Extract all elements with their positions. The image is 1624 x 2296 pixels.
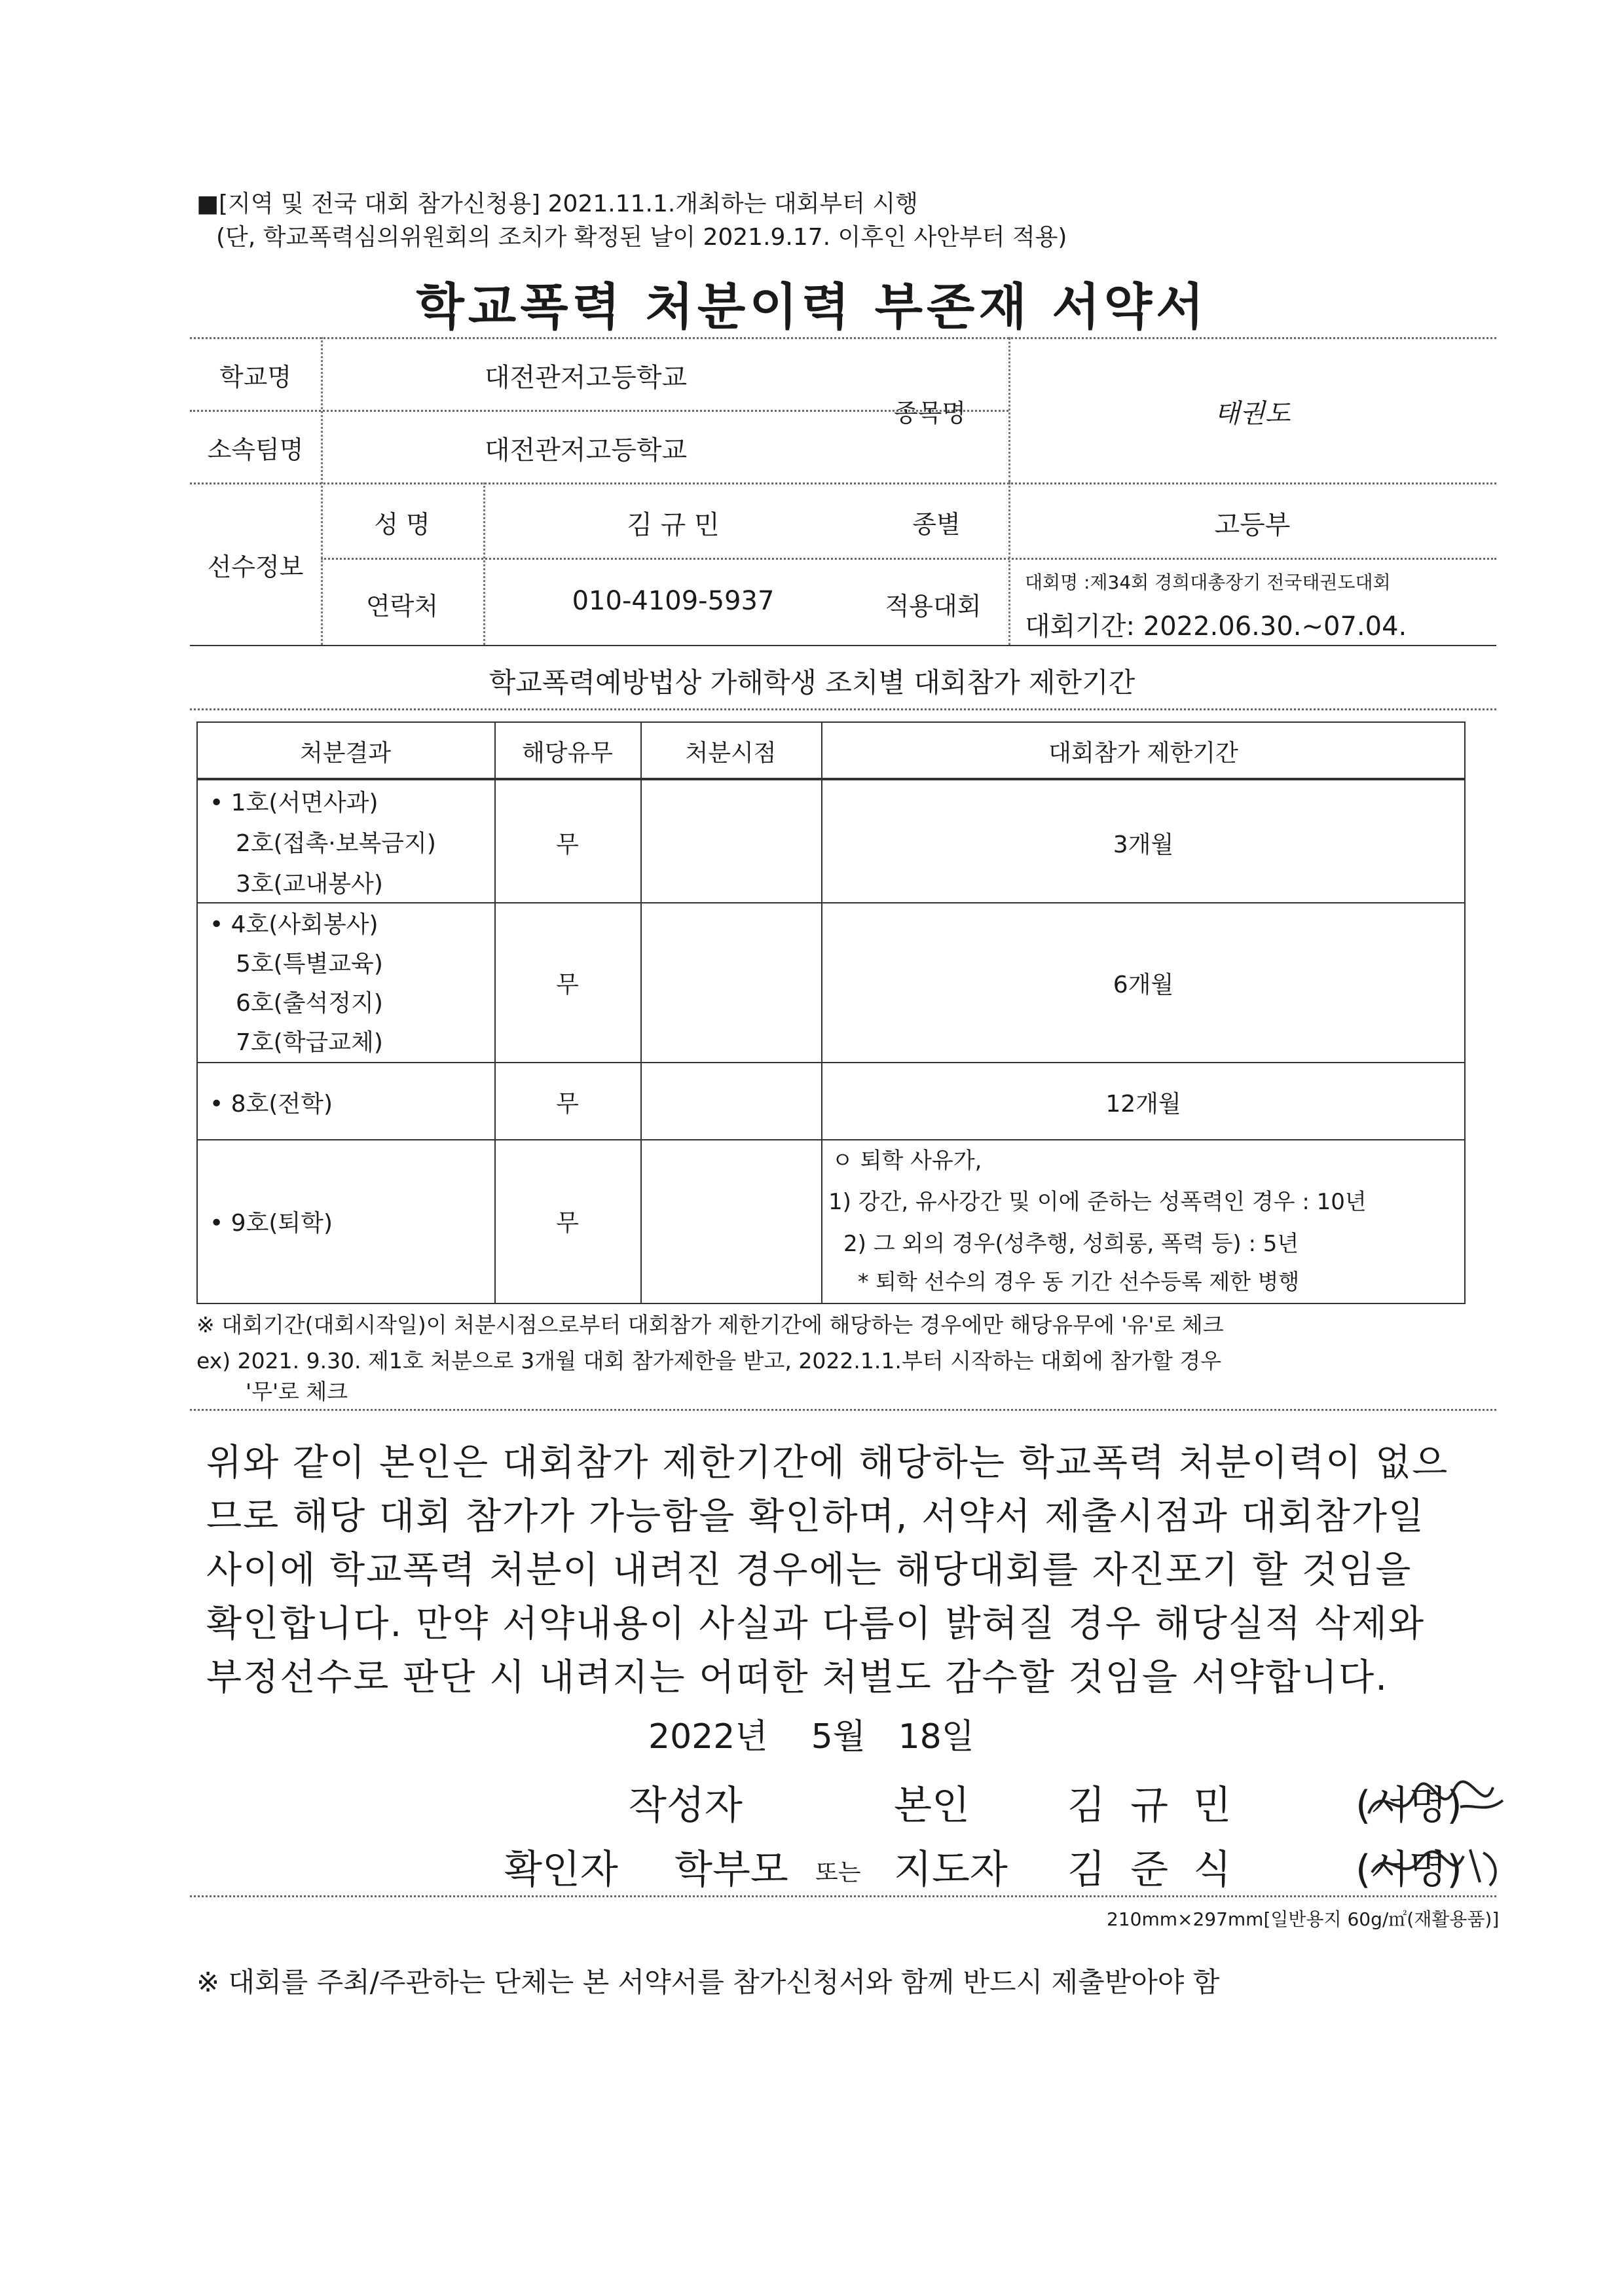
pledge-line-4: 확인합니다. 만약 서약내용이 사실과 다름이 밝혀질 경우 해당실적 삭제와: [206, 1603, 1426, 1645]
col-header-applicable: 해당유무: [521, 740, 614, 767]
competition-period: 대회기간: 2022.06.30.~07.04.: [1025, 611, 1407, 642]
confirm-role-parent: 학부모: [674, 1847, 788, 1893]
division-value: 고등부: [1214, 510, 1291, 540]
name-label: 성 명: [374, 510, 430, 539]
team-label: 소속팀명: [207, 435, 304, 464]
confirm-name: 김 준 식: [1067, 1847, 1232, 1893]
confirm-sign-label: (서명): [1356, 1847, 1462, 1893]
info-divider-2: [190, 483, 1496, 484]
footnote-1: ※ 대회기간(대회시작일)이 처분시점으로부터 대회참가 제한기간에 해당하는 경우에만 해당유무에 '유'로 체크: [196, 1312, 1224, 1338]
row4-period-line-3: 2) 그 외의 경우(성추행, 성희롱, 폭력 등) : 5년: [843, 1231, 1299, 1257]
footnote-divider: [190, 1409, 1496, 1411]
notice-line-1: ■[지역 및 전국 대회 참가신청용] 2021.11.1.개최하는 대회부터 시행: [196, 191, 918, 217]
name-value: 김 규 민: [627, 510, 720, 540]
pledge-date: 2022년 5월 18일: [648, 1717, 974, 1757]
row4-applicable: 무: [556, 1210, 579, 1237]
pledge-line-1: 위와 같이 본인은 대회참가 제한기간에 해당하는 학교폭력 처분이력이 없으: [206, 1442, 1449, 1484]
signature-divider: [190, 1895, 1496, 1897]
table-row-line-1: [196, 902, 1466, 903]
event-label: 종목명: [893, 399, 967, 428]
row1-result-3: 3호(교내봉사): [236, 871, 383, 898]
competition-label: 적용대회: [885, 592, 982, 621]
team-value: 대전관저고등학교: [485, 435, 688, 465]
school-label: 학교명: [219, 363, 292, 392]
info-divider-3: [321, 558, 1496, 560]
row1-applicable: 무: [556, 831, 579, 858]
footnote-2: ex) 2021. 9.30. 제1호 처분으로 3개월 대회 참가제한을 받고, 2022.1.1.부터 시작하는 대회에 참가할 경우: [196, 1348, 1222, 1374]
player-info-label: 선수정보: [207, 553, 304, 581]
school-value: 대전관저고등학교: [485, 363, 688, 393]
writer-sign-label: (서명): [1356, 1783, 1462, 1829]
col-header-period: 대회참가 제한기간: [1048, 740, 1238, 767]
row3-period: 12개월: [1105, 1091, 1181, 1118]
pledge-line-5: 부정선수로 판단 시 내려지는 어떠한 처벌도 감수할 것임을 서약합니다.: [206, 1656, 1388, 1699]
row4-period-line-1: ㅇ 퇴학 사유가,: [832, 1148, 982, 1174]
pledge-line-3: 사이에 학교폭력 처분이 내려진 경우에는 해당대회를 자진포기 할 것임을: [206, 1549, 1412, 1592]
bottom-note: ※ 대회를 주최/주관하는 단체는 본 서약서를 참가신청서와 함께 반드시 제출받아야 함: [196, 1966, 1220, 1998]
row2-applicable: 무: [556, 972, 579, 998]
confirm-or: 또는: [815, 1859, 861, 1886]
confirm-signature-scribble: [1365, 1830, 1509, 1895]
paper-spec: 210mm×297mm[일반용지 60g/㎡(재활용품)]: [1107, 1908, 1500, 1930]
writer-signature-scribble: [1362, 1768, 1513, 1833]
notice-line-2: (단, 학교폭력심의위원회의 조치가 확정된 날이 2021.9.17. 이후인 사안부터 적용): [216, 224, 1067, 251]
row4-period-line-2: 1) 강간, 유사강간 및 이에 준하는 성폭력인 경우 : 10년: [828, 1189, 1367, 1215]
info-top-border: [190, 337, 1496, 339]
restriction-subtitle: 학교폭력예방법상 가해학생 조치별 대회참가 제한기간: [489, 666, 1135, 699]
table-header-bottom-double: [196, 779, 1466, 780]
confirm-role-coach: 지도자: [894, 1847, 1008, 1893]
footnote-3: '무'로 체크: [246, 1379, 348, 1404]
col-header-result: 처분결과: [299, 740, 392, 767]
row2-result-4: 7호(학급교체): [236, 1029, 383, 1056]
document-title: 학교폭력 처분이력 부존재 서약서: [416, 278, 1208, 336]
table-row-line-2: [196, 1062, 1466, 1063]
pledge-line-2: 므로 해당 대회 참가가 가능함을 확인하며, 서약서 제출시점과 대회참가일: [206, 1495, 1426, 1538]
row4-period-line-4: * 퇴학 선수의 경우 동 기간 선수등록 제한 병행: [858, 1269, 1300, 1294]
writer-label: 작성자: [629, 1783, 743, 1829]
row2-result-1: • 4호(사회봉사): [210, 911, 378, 938]
writer-role: 본인: [894, 1783, 970, 1829]
contact-value: 010-4109-5937: [572, 586, 775, 616]
row3-result-1: • 8호(전학): [210, 1091, 333, 1118]
competition-name: 대회명 :제34회 경희대총장기 전국태권도대회: [1025, 572, 1391, 593]
row3-applicable: 무: [556, 1091, 579, 1118]
row1-period: 3개월: [1113, 831, 1174, 858]
table-col-line-3: [821, 721, 822, 1304]
info-bottom-border: [190, 645, 1496, 646]
table-col-line-2: [640, 721, 642, 1304]
col-header-date: 처분시점: [685, 740, 777, 767]
subtitle-underline: [190, 708, 1496, 710]
row1-result-2: 2호(접촉·보복금지): [236, 830, 436, 857]
writer-name: 김 규 민: [1067, 1783, 1232, 1829]
confirm-label: 확인자: [504, 1847, 618, 1893]
row4-result-1: • 9호(퇴학): [210, 1210, 333, 1237]
division-label: 종별: [912, 510, 961, 539]
table-row-line-3: [196, 1139, 1466, 1140]
row2-result-3: 6호(출석정지): [236, 990, 383, 1017]
restriction-table: [196, 721, 1466, 1304]
row2-result-2: 5호(특별교육): [236, 951, 383, 977]
row2-period: 6개월: [1113, 972, 1174, 998]
row1-result-1: • 1호(서면사과): [210, 790, 378, 816]
contact-label: 연락처: [365, 592, 439, 621]
event-value: 태권도: [1214, 399, 1291, 429]
